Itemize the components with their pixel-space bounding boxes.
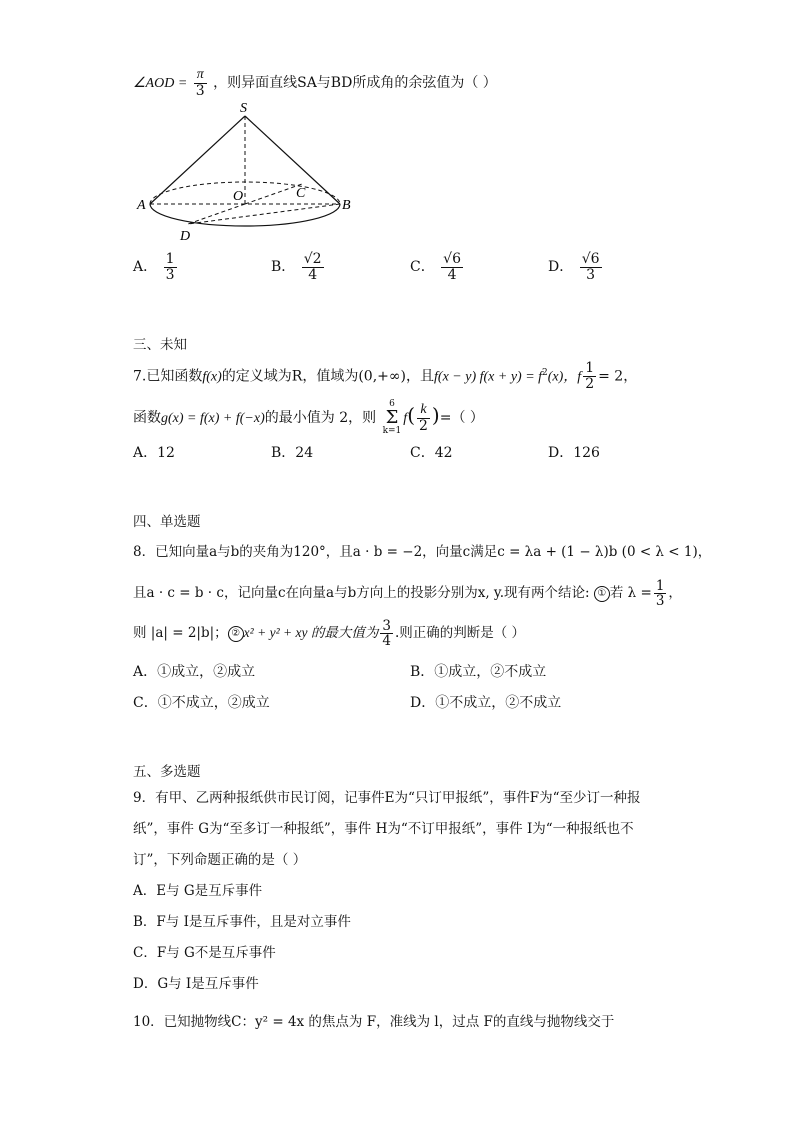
q7-option-a[interactable]: A．12 bbox=[133, 445, 175, 461]
q7-k-num: k bbox=[417, 403, 430, 419]
q7-equation: (x)，f bbox=[547, 369, 582, 385]
sum-lower: k=1 bbox=[382, 426, 402, 436]
edge-SA bbox=[150, 116, 245, 204]
option-letter: C． bbox=[410, 259, 435, 276]
q8-option-c[interactable] bbox=[133, 692, 270, 712]
q7-k-den: 2 bbox=[419, 417, 428, 434]
q6-stem-fraction bbox=[194, 68, 207, 98]
q8-text: ， bbox=[668, 585, 682, 601]
q9-line-1: 9．有甲、乙两种报纸供市民订阅，记事件E为“只订甲报纸”，事件F为“至少订一种报 bbox=[133, 790, 641, 806]
section-4-title: 四、单选题 bbox=[133, 514, 201, 530]
option-text: ①成立，②不成立 bbox=[434, 664, 547, 680]
q8-max-den: 4 bbox=[382, 633, 391, 649]
q6-frac-den: 3 bbox=[195, 82, 205, 99]
q8-line-1: 8．已知向量a与b的夹角为120°，且a · b = −2，向量c满足c = λa + (1 − λ)b (0 < λ < 1)， bbox=[133, 544, 712, 560]
q7-func: f(x) bbox=[202, 369, 222, 385]
q8-option-d[interactable] bbox=[410, 692, 561, 712]
label-S: S bbox=[240, 101, 247, 116]
q8-line-2 bbox=[133, 576, 682, 610]
q6-stem-suffix: ，则异面直线SA与BD所成角的余弦值为（ ） bbox=[213, 75, 497, 92]
option-den: 3 bbox=[165, 266, 175, 283]
q6-option-d[interactable] bbox=[548, 252, 604, 282]
q9-line-3: 订”，下列命题正确的是（ ） bbox=[133, 852, 307, 868]
option-letter: B． bbox=[410, 664, 435, 680]
q7-option-d[interactable]: D．126 bbox=[548, 445, 600, 461]
option-num: √2 bbox=[303, 251, 322, 267]
q7-text: 的定义域为R，值域为(0,+∞)，且 bbox=[221, 368, 435, 385]
q7-option-b[interactable]: B．24 bbox=[271, 445, 314, 461]
q10-line-1: 10．已知抛物线C：y² = 4x 的焦点为 F，准线为 l，过点 F的直线与抛物线交于 bbox=[133, 1014, 615, 1030]
q9-option-a[interactable]: A．E与 G是互斥事件 bbox=[133, 883, 263, 899]
conclusion-2-marker: ② bbox=[228, 626, 244, 642]
q8-text: 若 λ = bbox=[609, 585, 652, 601]
option-letter: D． bbox=[548, 259, 574, 276]
option-letter: A． bbox=[133, 664, 158, 680]
section-3-title: 三、未知 bbox=[133, 337, 187, 353]
q6-frac-num: π bbox=[194, 68, 207, 84]
q7-equation: g(x) = f(x) + f(−x) bbox=[161, 411, 265, 426]
q7-line-2: 函数g(x) = f(x) + f(−x)的最小值为 2，则 6 Σ k=1 f( $\frac{k}{2}$ )=（ ） bbox=[133, 399, 484, 436]
option-den: 4 bbox=[447, 266, 457, 283]
q6-stem bbox=[133, 68, 497, 102]
option-num: 1 bbox=[165, 251, 175, 267]
q7-half-num: 1 bbox=[585, 360, 595, 377]
q7-text: 函数 bbox=[133, 410, 161, 426]
label-A: A bbox=[137, 198, 146, 213]
q7-text: = 2， bbox=[598, 368, 638, 385]
q9-option-d[interactable]: D．G与 I是互斥事件 bbox=[133, 976, 259, 992]
q7-line-1: 7.已知函数f(x)的定义域为R，值域为(0,+∞)，且f(x − y) $f(x + y) = f^2(x)$，f $\frac{1}{2}$ = 2， bbox=[133, 360, 638, 393]
q8-line-3 bbox=[133, 616, 525, 650]
edge-SB bbox=[245, 116, 340, 204]
section-5-title: 五、多选题 bbox=[133, 764, 201, 780]
option-text: ①成立，②成立 bbox=[157, 664, 256, 680]
q7-equation: f(x − y) f(x + y) = f bbox=[434, 369, 543, 385]
segment-BD bbox=[188, 204, 340, 224]
q9-option-c[interactable]: C．F与 G不是互斥事件 bbox=[133, 945, 276, 961]
q7-text: =（ ） bbox=[439, 410, 484, 426]
q8-option-b[interactable] bbox=[410, 661, 546, 681]
q7-option-c[interactable]: C．42 bbox=[410, 445, 453, 461]
option-letter: B． bbox=[271, 259, 296, 276]
label-D: D bbox=[180, 229, 191, 244]
option-den: 4 bbox=[308, 266, 318, 283]
conclusion-1-marker: ① bbox=[594, 586, 610, 602]
q7-half-den: 2 bbox=[585, 376, 595, 393]
q8-option-a[interactable] bbox=[133, 661, 255, 681]
q8-max-num: 3 bbox=[382, 617, 391, 634]
option-letter: A． bbox=[133, 259, 158, 276]
label-C: C bbox=[296, 186, 306, 201]
q8-text: 且a · c = b · c，记向量c在向量a与b方向上的投影分别为x, y.现有两个结论: bbox=[133, 585, 594, 601]
cone-figure bbox=[130, 100, 360, 250]
q8-text: .则正确的判断是（ ） bbox=[394, 625, 526, 641]
option-text: ①不成立，②不成立 bbox=[435, 695, 562, 711]
option-letter: C． bbox=[133, 695, 158, 711]
q8-expression: x² + y² + xy 的最大值为 bbox=[243, 625, 379, 640]
option-text: ①不成立，②成立 bbox=[157, 695, 270, 711]
q8-lambda-den: 3 bbox=[655, 593, 665, 609]
q7-text: 7.已知函数 bbox=[133, 368, 203, 385]
q6-option-a[interactable] bbox=[133, 252, 179, 282]
sum-upper: 6 bbox=[389, 399, 395, 409]
option-num: √6 bbox=[581, 251, 600, 267]
option-letter: D． bbox=[410, 695, 436, 711]
q9-option-b[interactable]: B．F与 I是互斥事件，且是对立事件 bbox=[133, 914, 351, 930]
segment-OC bbox=[245, 184, 302, 204]
q7-sum-symbol: 6 Σ k=1 bbox=[382, 399, 402, 436]
option-num: √6 bbox=[443, 251, 461, 267]
q6-stem-prefix: ∠AOD = bbox=[133, 76, 188, 92]
q8-lambda-num: 1 bbox=[655, 577, 665, 594]
segment-OD bbox=[188, 204, 245, 224]
q6-option-c[interactable] bbox=[410, 252, 465, 282]
q6-option-b[interactable] bbox=[271, 252, 326, 282]
label-O: O bbox=[233, 189, 244, 204]
q7-text: 的最小值为 2，则 bbox=[264, 410, 377, 426]
option-den: 3 bbox=[586, 266, 596, 283]
q9-line-2: 纸”，事件 G为“至多订一种报纸”，事件 H为“不订甲报纸”，事件 I为“一种报纸也不 bbox=[133, 821, 634, 837]
label-B: B bbox=[342, 198, 351, 213]
q8-text: 则 |a| = 2|b|； bbox=[133, 625, 228, 641]
